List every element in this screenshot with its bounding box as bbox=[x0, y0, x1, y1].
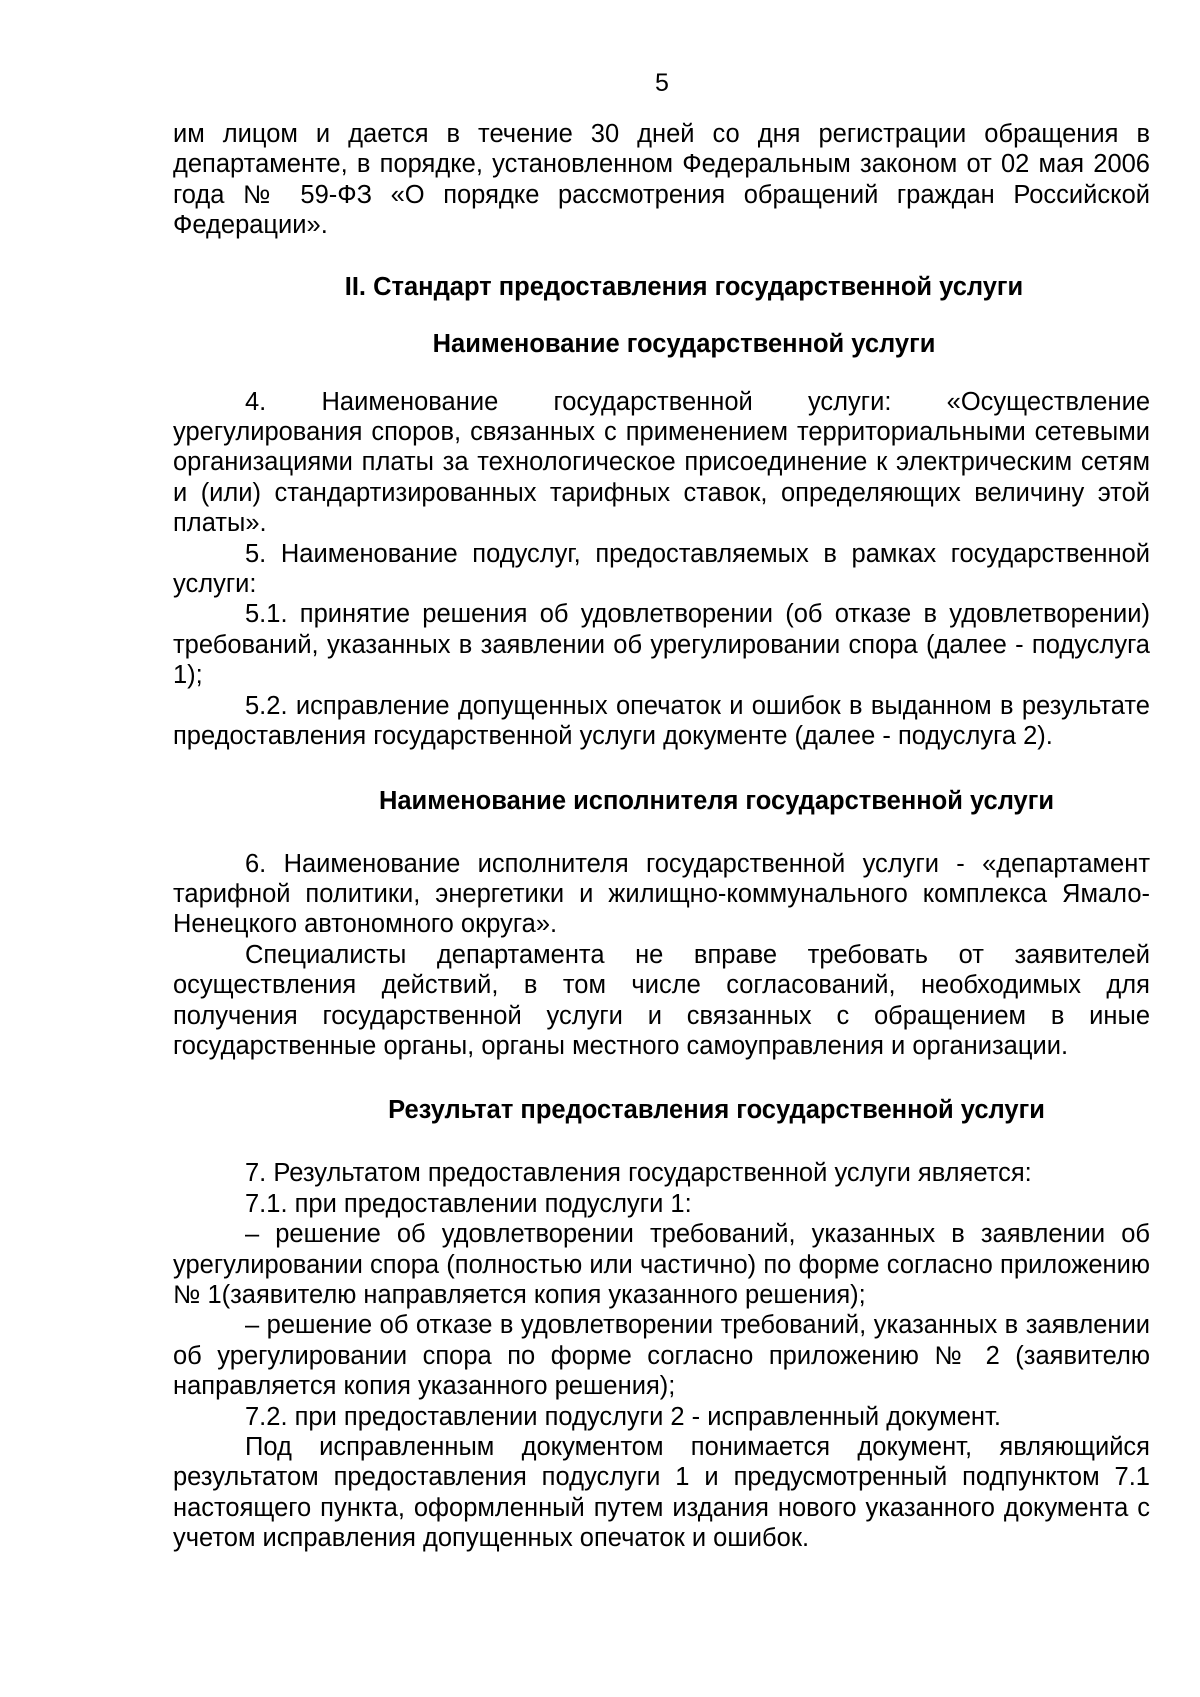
paragraph-corrected-document: Под исправленным документом понимается документ, являющийся результатом предоставления подуслуги 1 и предусмотренный подпунктом 7.1 настоящего пункта, оформленный путем издания нового указанного документа с учетом исправления допущенных опечаток и ошибок. bbox=[173, 1433, 1150, 1553]
paragraph-specialists: Специалисты департамента не вправе требовать от заявителей осуществления действий, в том числе согласований, необходимых для получения государственной услуги и связанных с обращением в иные государственные органы, органы местного самоуправления и организации. bbox=[173, 940, 1150, 1060]
page-number: 5 bbox=[655, 69, 669, 97]
paragraph-5-1: 5.1. принятие решения об удовлетворении (об отказе в удовлетворении) требований, указанных в заявлении об урегулировании спора (далее - подуслуга 1); bbox=[173, 600, 1150, 690]
paragraph-6: 6. Наименование исполнителя государственной услуги - «департамент тарифной политики, энергетики и жилищно-коммунального комплекса Ямало-Ненецкого автономного округа». bbox=[173, 849, 1150, 939]
paragraph-7-2: 7.2. при предоставлении подуслуги 2 - исправленный документ. bbox=[245, 1402, 1001, 1431]
paragraph-7-1: 7.1. при предоставлении подуслуги 1: bbox=[245, 1189, 692, 1218]
heading-service-name: Наименование государственной услуги bbox=[432, 329, 936, 358]
paragraph-7: 7. Результатом предоставления государственной услуги является: bbox=[245, 1159, 1032, 1188]
section-title: II. Стандарт предоставления государственной услуги bbox=[344, 272, 1024, 301]
paragraph-4: 4. Наименование государственной услуги: «Осуществление урегулирования споров, связанных с применением территориальными сетевыми организациями платы за технологическое присоединение к электрическим сетям и (или) стандартизированных тарифных ставок, определяющих величину этой платы». bbox=[173, 387, 1150, 538]
heading-executor: Наименование исполнителя государственной услуги bbox=[378, 786, 1055, 815]
paragraph-5: 5. Наименование подуслуг, предоставляемых в рамках государственной услуги: bbox=[173, 539, 1150, 599]
intro-paragraph: им лицом и дается в течение 30 дней со дня регистрации обращения в департаменте, в порядке, установленном Федеральным законом от 02 мая 2006 года № 59-ФЗ «О порядке рассмотрения обращений граждан Российской Федерации». bbox=[173, 120, 1150, 240]
paragraph-5-2: 5.2. исправление допущенных опечаток и ошибок в выданном в результате предоставления государственной услуги документе (далее - подуслуга 2). bbox=[173, 691, 1150, 751]
document-body bbox=[173, 119, 1150, 1554]
paragraph-7-1-a: – решение об удовлетворении требований, указанных в заявлении об урегулировании спора (полностью или частично) по форме согласно приложению № 1(заявителю направляется копия указанного решения); bbox=[173, 1220, 1150, 1309]
heading-result: Результат предоставления государственной услуги bbox=[388, 1096, 1045, 1125]
paragraph-7-1-b: – решение об отказе в удовлетворении требований, указанных в заявлении об урегулировании спора по форме согласно приложению № 2 (заявителю направляется копия указанного решения); bbox=[173, 1311, 1150, 1401]
